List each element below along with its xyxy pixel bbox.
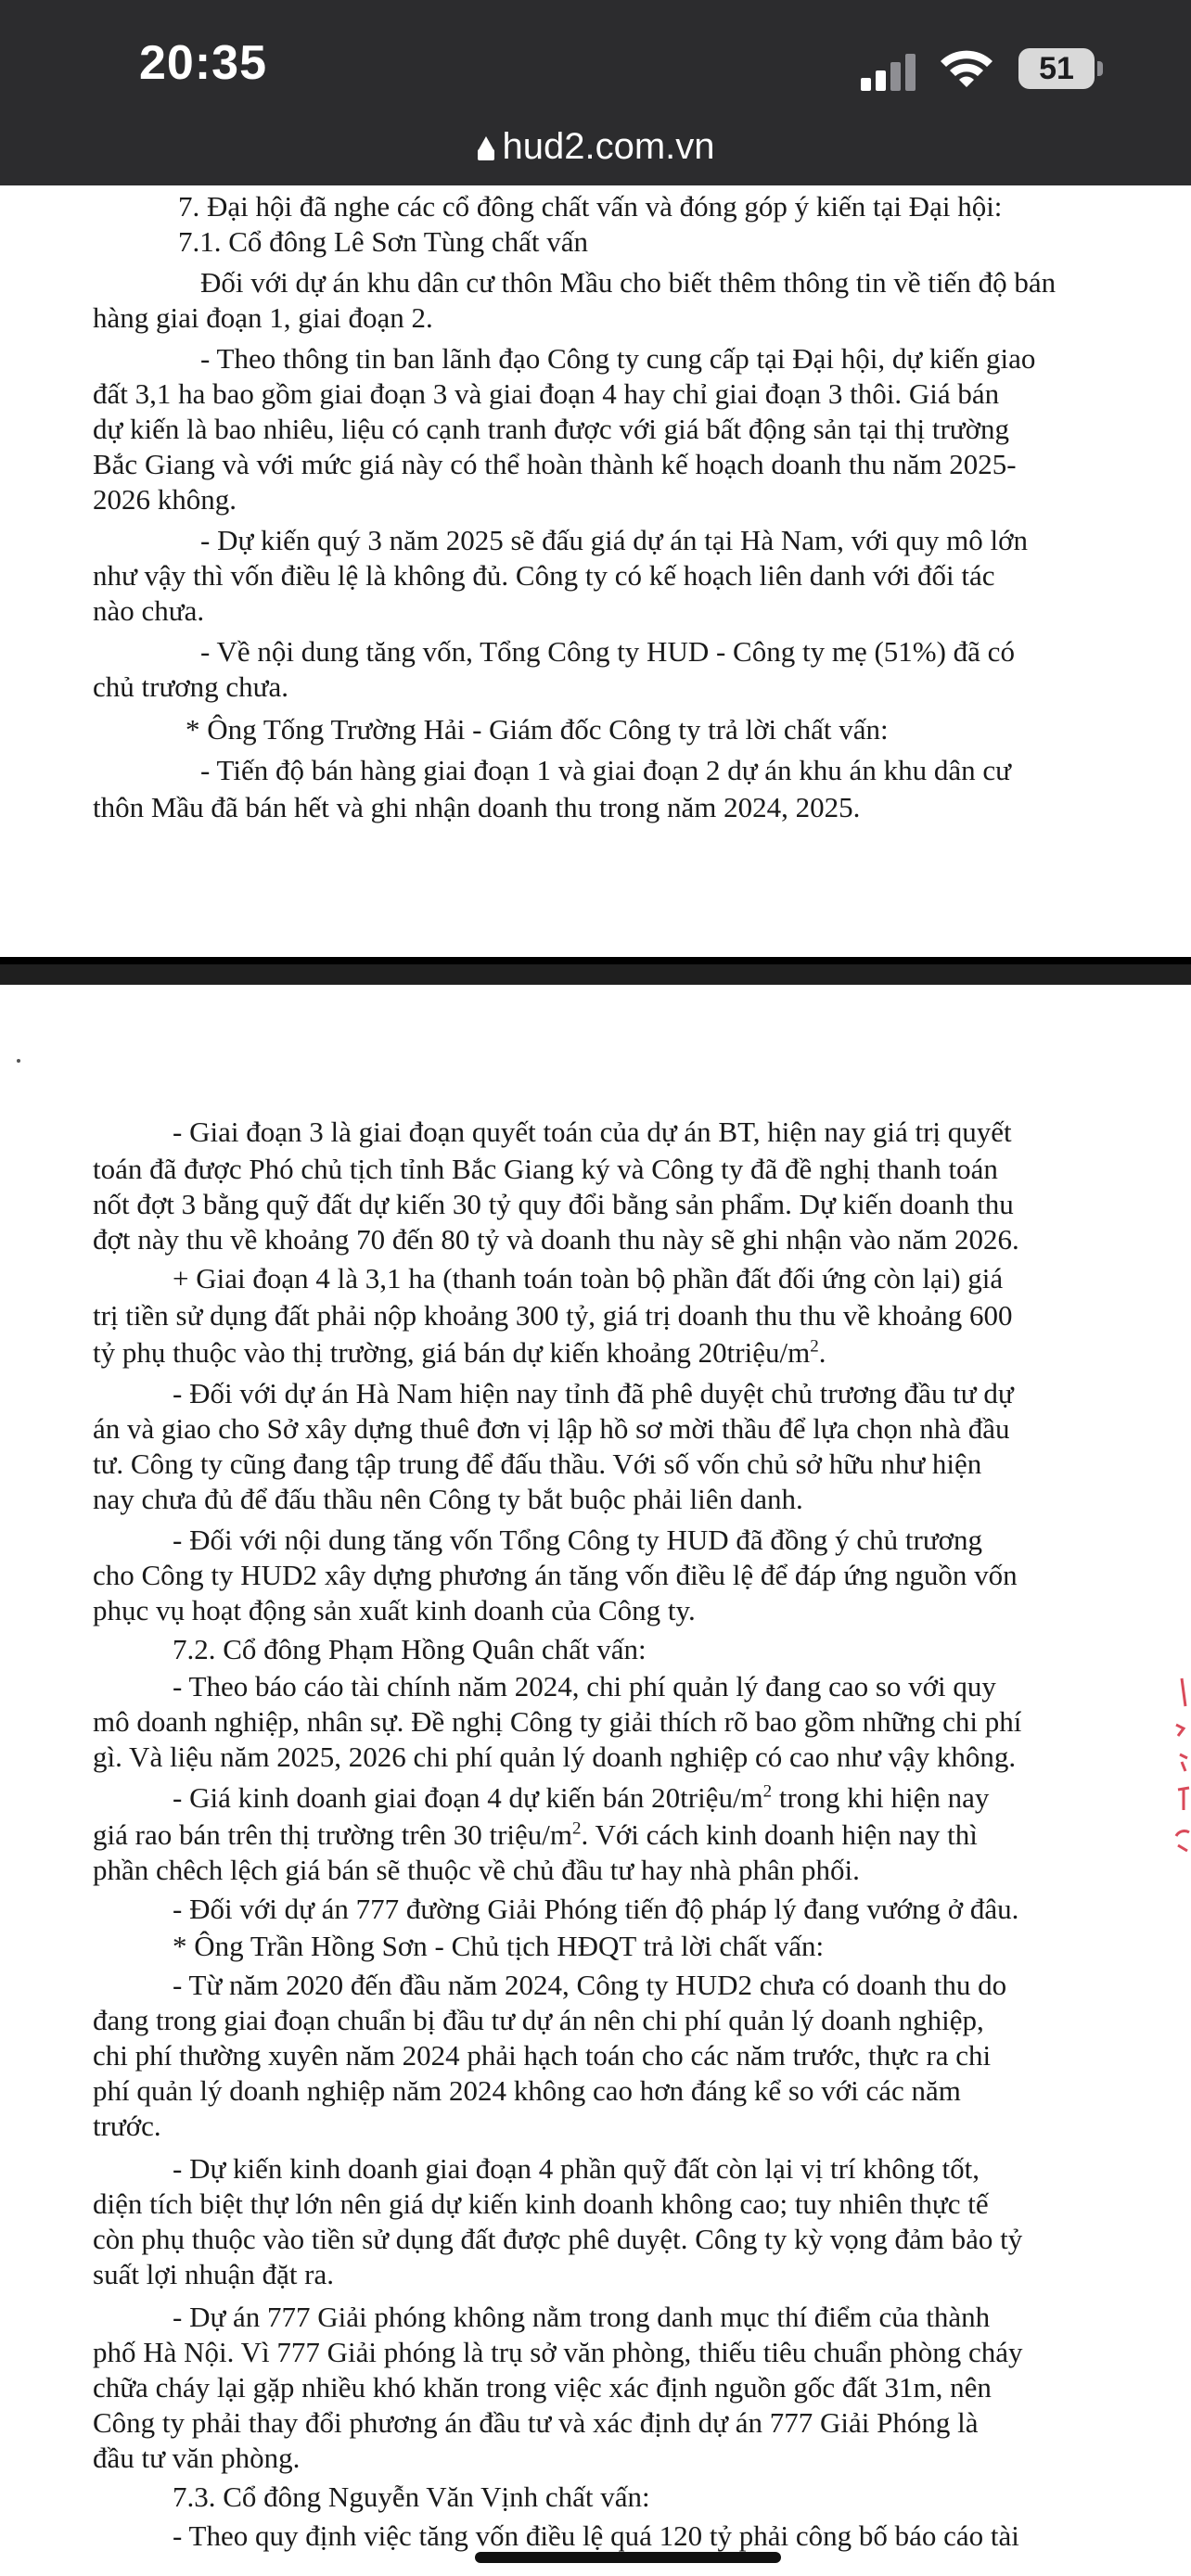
doc-line: đợt này thu về khoảng 70 đến 80 tỷ và doanh thu này sẽ ghi nhận vào năm 2026. xyxy=(93,1223,1019,1256)
superscript: 2 xyxy=(762,1781,773,1802)
doc-line: - Theo quy định việc tăng vốn điều lệ quá 120 tỷ phải công bố báo cáo tài xyxy=(173,2519,1019,2552)
doc-line: - Đối với dự án 777 đường Giải Phóng tiến độ pháp lý đang vướng ở đâu. xyxy=(173,1893,1019,1925)
doc-line-text: - Giá kinh doanh giai đoạn 4 dự kiến bán 20triệu/m xyxy=(173,1781,763,1814)
battery-tip xyxy=(1097,61,1103,76)
doc-line: nào chưa. xyxy=(93,594,205,627)
doc-line: trị tiền sử dụng đất phải nộp khoảng 300 tỷ, giá trị doanh thu thu về khoảng 600 xyxy=(93,1299,1013,1332)
stamp-fragment xyxy=(1154,1669,1191,1873)
doc-line: - Dự kiến kinh doanh giai đoạn 4 phần quỹ đất còn lại vị trí không tốt, xyxy=(173,2152,980,2185)
doc-line: 7.2. Cổ đông Phạm Hồng Quân chất vấn: xyxy=(173,1633,647,1665)
browser-top-bar xyxy=(0,0,1191,185)
doc-line: gì. Và liệu năm 2025, 2026 chi phí quản lý doanh nghiệp có cao như vậy không. xyxy=(93,1741,1017,1773)
scan-speck xyxy=(17,1059,20,1063)
doc-line: nay chưa đủ để đấu thầu nên Công ty bắt buộc phải liên danh. xyxy=(93,1483,803,1515)
doc-line: - Theo thông tin ban lãnh đạo Công ty cung cấp tại Đại hội, dự kiến giao xyxy=(200,342,1036,375)
doc-line: mô doanh nghiệp, nhân sự. Đề nghị Công ty giải thích rõ bao gồm những chi phí xyxy=(93,1705,1022,1738)
doc-line: đang trong giai đoạn chuẩn bị đầu tư dự án nên chi phí quản lý doanh nghiệp, xyxy=(93,2004,984,2036)
status-time: 20:35 xyxy=(139,36,267,90)
doc-line-text: trong khi hiện nay xyxy=(772,1781,990,1814)
doc-line: tư. Công ty cũng đang tập trung để đấu thầu. Với số vốn chủ sở hữu như hiện xyxy=(93,1447,982,1480)
doc-line: phí quản lý doanh nghiệp năm 2024 không cao hơn đáng kể so với các năm xyxy=(93,2074,961,2107)
doc-line: 7.1. Cổ đông Lê Sơn Tùng chất vấn xyxy=(178,225,589,258)
doc-line: thôn Mầu đã bán hết và ghi nhận doanh thu trong năm 2024, 2025. xyxy=(93,791,861,823)
doc-line: diện tích biệt thự lớn nên giá dự kiến kinh doanh không cao; tuy nhiên thực tế xyxy=(93,2187,989,2220)
period: . xyxy=(818,1336,826,1369)
battery-icon: 51 xyxy=(1018,48,1095,89)
doc-line: Bắc Giang và với mức giá này có thể hoàn thành kế hoạch doanh thu năm 2025- xyxy=(93,448,1017,480)
doc-line: chủ trương chưa. xyxy=(93,670,288,703)
doc-line: - Dự kiến quý 3 năm 2025 sẽ đấu giá dự án tại Hà Nam, với quy mô lớn xyxy=(200,524,1029,556)
doc-line: phần chêch lệch giá bán sẽ thuộc về chủ đầu tư hay nhà phân phối. xyxy=(93,1854,860,1886)
superscript: 2 xyxy=(810,1336,819,1357)
doc-line: - Giai đoạn 3 là giai đoạn quyết toán của dự án BT, hiện nay giá trị quyết xyxy=(173,1116,1012,1148)
doc-line: - Đối với nội dung tăng vốn Tổng Công ty HUD đã đồng ý chủ trương xyxy=(173,1524,983,1556)
doc-line: * Ông Trần Hồng Sơn - Chủ tịch HĐQT trả lời chất vấn: xyxy=(173,1930,825,1962)
doc-line: dự kiến là bao nhiêu, liệu có cạnh tranh được với giá bất động sản tại thị trường xyxy=(93,413,1010,445)
page-separator-edge xyxy=(0,957,1191,964)
doc-line: 2026 không. xyxy=(93,483,237,516)
doc-line xyxy=(93,1817,978,1853)
doc-line: án và giao cho Sở xây dựng thuê đơn vị lập hồ sơ mời thầu để lựa chọn nhà đầu xyxy=(93,1412,1010,1445)
doc-line: 7.3. Cổ đông Nguyễn Văn Vịnh chất vấn: xyxy=(173,2480,650,2513)
doc-line: suất lợi nhuận đặt ra. xyxy=(93,2258,335,2290)
doc-line xyxy=(93,1335,826,1371)
doc-line: * Ông Tống Trường Hải - Giám đốc Công ty trả lời chất vấn: xyxy=(186,713,889,746)
url-text: hud2.com.vn xyxy=(502,126,715,167)
doc-line: - Tiến độ bán hàng giai đoạn 1 và giai đoạn 2 dự án khu án khu dân cư xyxy=(200,754,1011,786)
doc-line: - Dự án 777 Giải phóng không nằm trong danh mục thí điểm của thành xyxy=(173,2301,991,2333)
doc-line-text: giá rao bán trên thị trường trên 30 triệu/m xyxy=(93,1818,572,1851)
doc-line: - Về nội dung tăng vốn, Tổng Công ty HUD - Công ty mẹ (51%) đã có xyxy=(200,635,1015,668)
cellular-signal-icon xyxy=(861,54,918,91)
doc-line: 7. Đại hội đã nghe các cổ đông chất vấn và đóng góp ý kiến tại Đại hội: xyxy=(178,190,1003,223)
doc-line: Công ty phải thay đổi phương án đầu tư và xác định dự án 777 Giải Phóng là xyxy=(93,2406,979,2439)
doc-line-text: tỷ phụ thuộc vào thị trường, giá bán dự kiến khoảng 20triệu/m xyxy=(93,1336,811,1369)
doc-line: - Theo báo cáo tài chính năm 2024, chi phí quản lý đang cao so với quy xyxy=(173,1670,996,1702)
doc-line: đất 3,1 ha bao gồm giai đoạn 3 và giai đoạn 4 hay chỉ giai đoạn 3 thôi. Giá bán xyxy=(93,377,1000,410)
wifi-icon xyxy=(937,45,996,91)
doc-line xyxy=(173,1780,989,1816)
doc-line: đầu tư văn phòng. xyxy=(93,2442,301,2474)
doc-line: như vậy thì vốn điều lệ là không đủ. Công ty có kế hoạch liên danh với đối tác xyxy=(93,559,995,592)
doc-line-text: . Với cách kinh doanh hiện nay thì xyxy=(581,1818,978,1851)
doc-line: chữa cháy lại gặp nhiều khó khăn trong việc xác định nguồn gốc đất 31m, nên xyxy=(93,2371,992,2404)
doc-line: + Giai đoạn 4 là 3,1 ha (thanh toán toàn bộ phần đất đối ứng còn lại) giá xyxy=(173,1262,1004,1294)
doc-line: toán đã được Phó chủ tịch tỉnh Bắc Giang ký và Công ty đã đề nghị thanh toán xyxy=(93,1153,998,1185)
doc-line: còn phụ thuộc vào tiền sử dụng đất được phê duyệt. Công ty kỳ vọng đảm bảo tỷ xyxy=(93,2223,1023,2255)
doc-line: - Từ năm 2020 đến đầu năm 2024, Công ty HUD2 chưa có doanh thu do xyxy=(173,1969,1007,2001)
doc-line: cho Công ty HUD2 xây dựng phương án tăng vốn điều lệ để đáp ứng nguồn vốn xyxy=(93,1559,1018,1591)
doc-line: - Đối với dự án Hà Nam hiện nay tỉnh đã phê duyệt chủ trương đầu tư dự xyxy=(173,1377,1014,1409)
superscript: 2 xyxy=(572,1818,582,1839)
doc-line: Đối với dự án khu dân cư thôn Mầu cho biết thêm thông tin về tiến độ bán xyxy=(200,266,1057,299)
address-bar[interactable] xyxy=(0,121,1191,172)
lock-icon xyxy=(476,134,496,162)
doc-line: phố Hà Nội. Vì 777 Giải phóng là trụ sở văn phòng, thiếu tiêu chuẩn phòng cháy xyxy=(93,2336,1023,2368)
doc-line: trước. xyxy=(93,2110,161,2142)
doc-line: nốt đợt 3 bằng quỹ đất dự kiến 30 tỷ quy đổi bằng sản phẩm. Dự kiến doanh thu xyxy=(93,1188,1014,1220)
doc-line: hàng giai đoạn 1, giai đoạn 2. xyxy=(93,301,433,334)
doc-line: phục vụ hoạt động sản xuất kinh doanh của Công ty. xyxy=(93,1594,696,1626)
home-indicator[interactable] xyxy=(475,2552,781,2563)
doc-line: chi phí thường xuyên năm 2024 phải hạch toán cho các năm trước, thực ra chi xyxy=(93,2039,992,2072)
